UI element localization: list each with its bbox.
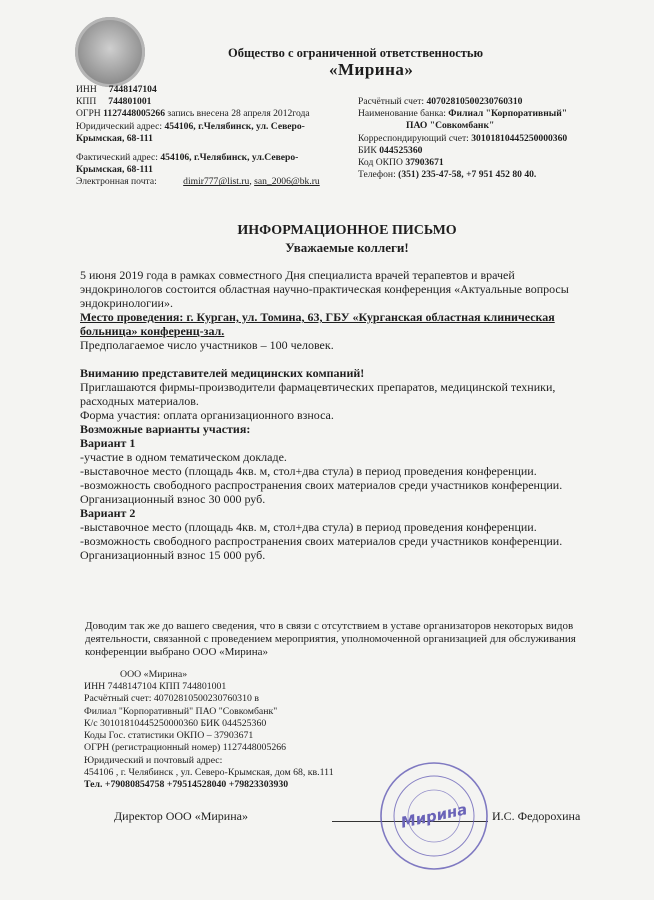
director-name: И.С. Федорохина <box>492 809 581 823</box>
phone-label: Телефон: <box>358 169 396 181</box>
email-link-1[interactable]: dimir777@list.ru <box>183 176 250 188</box>
requisites-ogrn: ОГРН (регистрационный номер) 1127448005266 <box>84 742 287 754</box>
actual-address-label: Фактический адрес: <box>76 152 158 164</box>
variant-1-item-a: -участие в одном тематическом докладе. <box>80 450 287 464</box>
legal-address-line2: Крымская, 68-111 <box>76 132 153 144</box>
intro-line-1: 5 июня 2019 года в рамках совместного Дня специалиста врачей терапевтов и врачей <box>80 268 515 282</box>
requisites-bank: Филиал "Корпоративный" ПАО "Совкомбанк" <box>84 705 278 717</box>
requisites-phones: Тел. +79080854758 +79514528040 +79823303930 <box>84 779 289 791</box>
account-label: Расчётный счет: <box>358 96 425 107</box>
actual-address-line1: 454106, г.Челябинск, ул.Северо- <box>160 152 299 164</box>
email-separator: , <box>249 176 252 188</box>
participation-form: Форма участия: оплата организационного взноса. <box>80 408 334 422</box>
note-line-1: Доводим так же до вашего сведения, что в связи с отсутствием в уставе организаторов некоторых видов <box>85 620 574 632</box>
kpp-value: 744801001 <box>108 96 152 108</box>
bik-value: 044525360 <box>379 144 423 156</box>
letter-body <box>80 268 620 562</box>
phone-value: (351) 235-47-58, +7 951 452 80 40. <box>398 169 537 181</box>
header-right-block <box>358 96 648 181</box>
invite-line-1: Приглашаются фирмы-производители фармацевтических препаратов, медицинской техники, <box>80 380 556 394</box>
letter-title: ИНФОРМАЦИОННОЕ ПИСЬМО <box>237 223 457 238</box>
ogrn-note: запись внесена 28 апреля 2012года <box>167 108 310 120</box>
variant-2-item-a: -выставочное место (площадь 4кв. м, стол+два стула) в период проведения конференции. <box>80 520 537 534</box>
greeting: Уважаемые коллеги! <box>285 240 409 255</box>
participants-count: Предполагаемое число участников – 100 человек. <box>80 338 334 352</box>
variant-1-fee: Организационный взнос 30 000 руб. <box>80 492 266 506</box>
requisites-company-name: ООО «Мирина» <box>120 669 188 680</box>
requisites-block <box>84 681 404 792</box>
requisites-corr: К/с 30101810445250000360 БИК 044525360 <box>84 717 267 729</box>
variant-1-title: Вариант 1 <box>80 436 136 450</box>
note-line-2: деятельности, связанной с проведением мероприятия, уполномоченной организацией для обслуживания <box>85 633 576 645</box>
company-logo <box>75 17 145 87</box>
bank-name-line2: ПАО "Совкомбанк" <box>406 120 495 132</box>
actual-address-line2: Крымская, 68-111 <box>76 164 153 176</box>
director-position: Директор ООО «Мирина» <box>114 809 248 823</box>
variant-2-fee: Организационный взнос 15 000 руб. <box>80 548 266 562</box>
email-link-2[interactable]: san_2006@bk.ru <box>254 176 320 188</box>
legal-address-line1: 454106, г.Челябинск, ул. Северо- <box>164 120 305 132</box>
intro-line-3: эндокринологии». <box>80 296 173 310</box>
corr-account-label: Корреспондирующий счет: <box>358 132 469 144</box>
requisites-inn: ИНН 7448147104 КПП 744801001 <box>84 681 227 692</box>
venue-line-1: Место проведения: г. Курган, ул. Томина, 63, ГБУ «Курганская областная клиническая <box>80 310 555 324</box>
inn-value: 7448147104 <box>108 84 157 95</box>
email-label: Электронная почта: <box>76 176 157 188</box>
bank-name-line1: Филиал "Корпоративный" <box>448 108 568 120</box>
requisites-address-label: Юридический и почтовый адрес: <box>84 754 223 766</box>
legal-address-label: Юридический адрес: <box>76 120 163 132</box>
variant-1-item-c: -возможность свободного распространения своих материалов среди участников конференции. <box>80 478 563 492</box>
company-type: Общество с ограниченной ответственностью <box>228 46 484 60</box>
ogrn-value: 1127448005266 <box>103 108 165 120</box>
company-stamp <box>378 760 490 872</box>
account-value: 40702810500230760310 <box>426 96 523 107</box>
variant-1-item-b: -выставочное место (площадь 4кв. м, стол+два стула) в период проведения конференции. <box>80 464 537 478</box>
invite-line-2: расходных материалов. <box>80 394 199 408</box>
kpp-label: КПП <box>76 96 97 108</box>
inn-label: ИНН <box>76 84 97 95</box>
okpo-value: 37903671 <box>405 157 444 169</box>
header-left-block <box>76 84 346 189</box>
intro-line-2: эндокринологов состоится областная научно-практическая конференция «Актуальные вопросы <box>80 282 569 296</box>
organizer-note <box>85 620 645 659</box>
okpo-label: Код ОКПО <box>358 157 403 169</box>
company-name: «Мирина» <box>329 60 414 79</box>
variant-2-title: Вариант 2 <box>80 506 136 520</box>
attention-heading: Вниманию представителей медицинских компаний! <box>80 366 365 380</box>
requisites-account: Расчётный счет: 40702810500230760310 в <box>84 693 259 705</box>
corr-account-value: 30101810445250000360 <box>471 132 568 144</box>
bank-label: Наименование банка: <box>358 108 446 120</box>
venue-line-2: больница» конференц-зал. <box>80 324 225 338</box>
note-line-3: конференции выбрано ООО «Мирина» <box>85 646 268 658</box>
bik-label: БИК <box>358 144 377 156</box>
requisites-okpo: Коды Гос. статистики ОКПО – 37903671 <box>84 730 254 742</box>
ogrn-label: ОГРН <box>76 108 101 120</box>
stamp-text: Мирина <box>399 800 469 832</box>
options-heading: Возможные варианты участия: <box>80 422 251 436</box>
requisites-address: 454106 , г. Челябинск , ул. Северо-Крымская, дом 68, кв.111 <box>84 767 334 779</box>
variant-2-item-b: -возможность свободного распространения своих материалов среди участников конференции. <box>80 534 563 548</box>
